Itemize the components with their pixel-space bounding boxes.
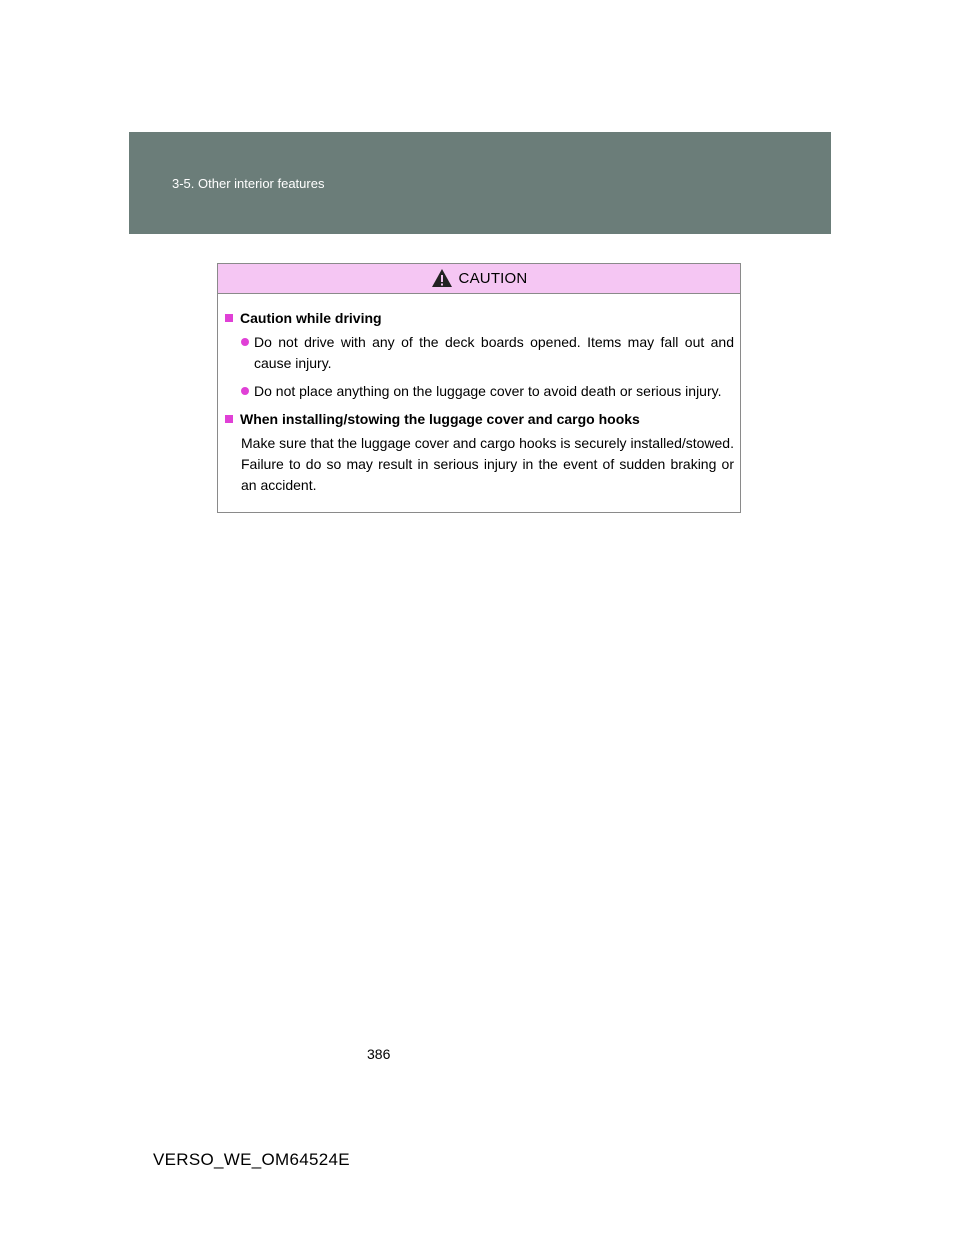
square-bullet-icon: [225, 415, 233, 423]
section-heading: [225, 308, 734, 329]
round-bullet-icon: [241, 338, 249, 346]
section-paragraph: Make sure that the luggage cover and cargo hooks is securely installed/stowed. Failure to do so may result in serious injury in the event of sudden braking or an accident.: [241, 435, 734, 493]
caution-header: [218, 264, 740, 294]
header-bar: [129, 132, 831, 234]
caution-title: CAUTION: [458, 270, 528, 287]
document-code: VERSO_WE_OM64524E: [153, 1150, 350, 1169]
caution-box: [217, 263, 741, 513]
list-item-text: Do not drive with any of the deck boards opened. Items may fall out and cause injury.: [254, 334, 734, 371]
list-item: [241, 332, 734, 374]
section-heading: [225, 409, 734, 430]
square-bullet-icon: [225, 314, 233, 322]
section-heading-text: Caution while driving: [240, 310, 382, 326]
caution-body: [218, 294, 740, 496]
page-number: 386: [367, 1046, 391, 1062]
warning-triangle-icon: [431, 268, 453, 288]
section-title: 3-5. Other interior features: [172, 176, 325, 191]
round-bullet-icon: [241, 387, 249, 395]
section-heading-text: When installing/stowing the luggage cover and cargo hooks: [240, 411, 640, 427]
list-item: [241, 381, 734, 402]
list-item-text: Do not place anything on the luggage cover to avoid death or serious injury.: [254, 383, 722, 399]
